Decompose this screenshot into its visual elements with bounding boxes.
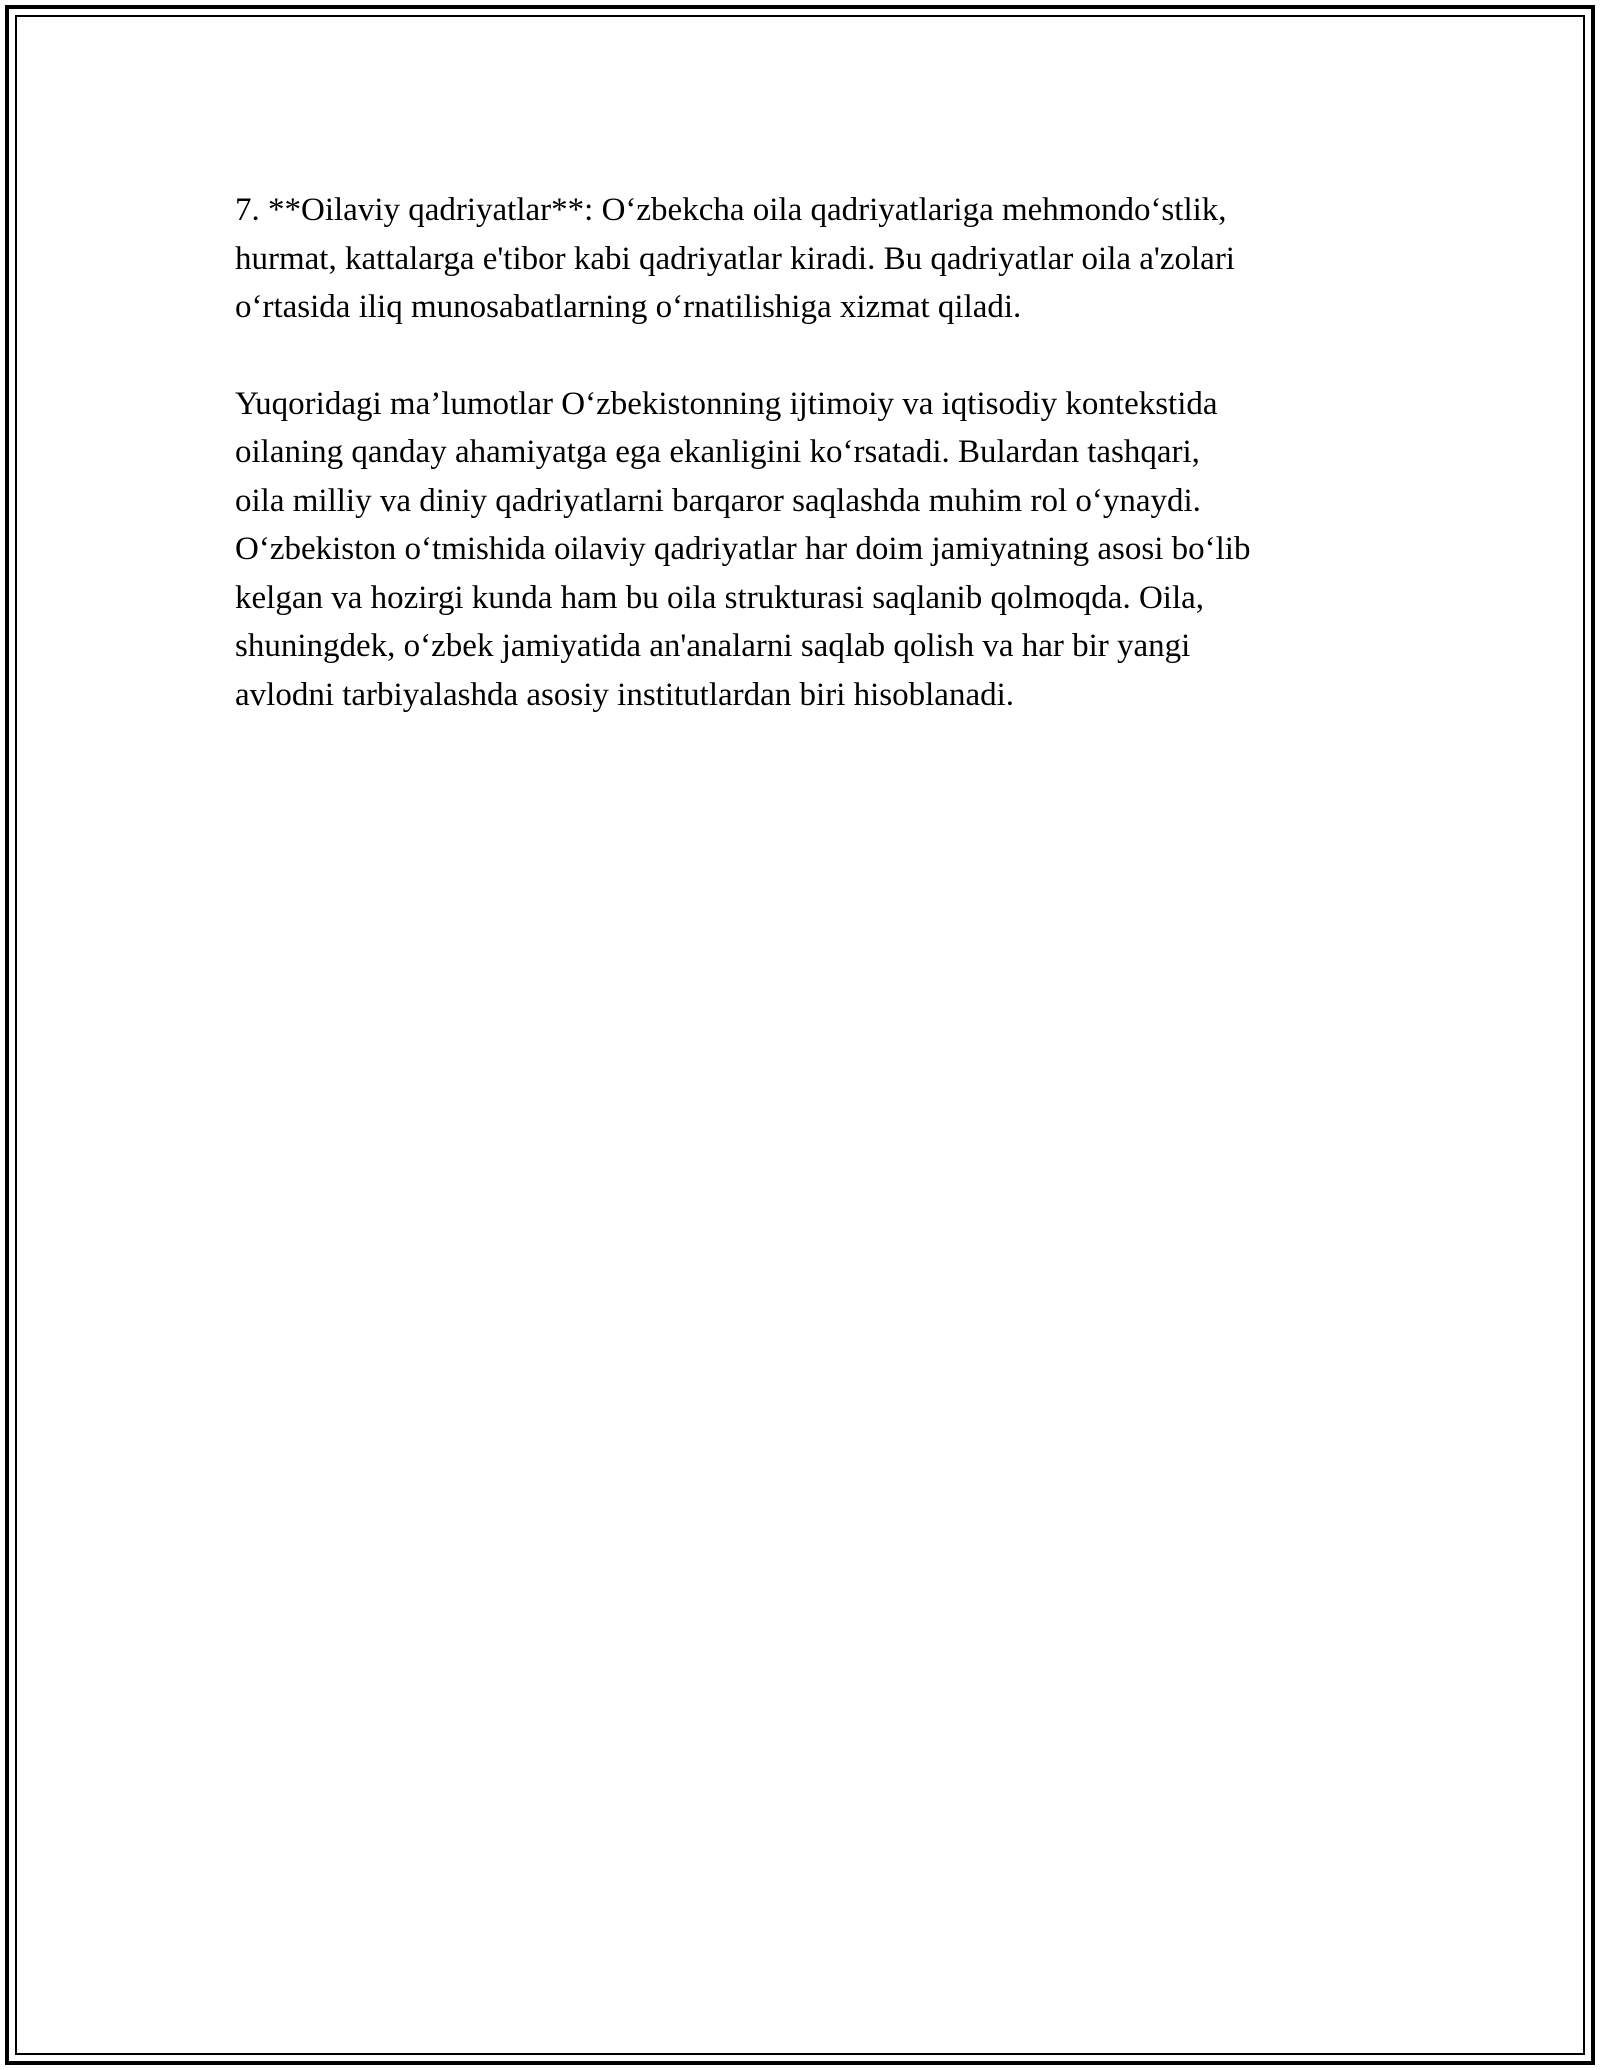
text-line: oilaning qanday ahamiyatga ega ekanligini ko‘rsatadi. Bulardan tashqari, <box>235 434 1200 470</box>
paragraph-family-values <box>235 186 1375 332</box>
text-line: O‘zbekiston o‘tmishida oilaviy qadriyatlar har doim jamiyatning asosi bo‘lib <box>235 531 1251 567</box>
text-line: shuningdek, o‘zbek jamiyatida an'analarni saqlab qolish va har bir yangi <box>235 628 1191 664</box>
text-line: avlodni tarbiyalashda asosiy institutlardan biri hisoblanadi. <box>235 676 1015 713</box>
text-line: 7. **Oilaviy qadriyatlar**: O‘zbekcha oila qadriyatlariga mehmondo‘stlik, <box>235 192 1227 228</box>
paragraph-conclusion <box>235 380 1375 720</box>
text-line: kelgan va hozirgi kunda ham bu oila strukturasi saqlanib qolmoqda. Oila, <box>235 579 1205 616</box>
text-line: Yuqoridagi ma’lumotlar O‘zbekistonning ijtimoiy va iqtisodiy kontekstida <box>235 385 1218 422</box>
text-line: hurmat, kattalarga e'tibor kabi qadriyatlar kiradi. Bu qadriyatlar oila a'zolari <box>235 240 1235 277</box>
text-line: oila milliy va diniy qadriyatlarni barqaror saqlashda muhim rol o‘ynaydi. <box>235 482 1201 519</box>
text-line: o‘rtasida iliq munosabatlarning o‘rnatilishiga xizmat qiladi. <box>235 289 1022 325</box>
document-body <box>235 186 1375 767</box>
